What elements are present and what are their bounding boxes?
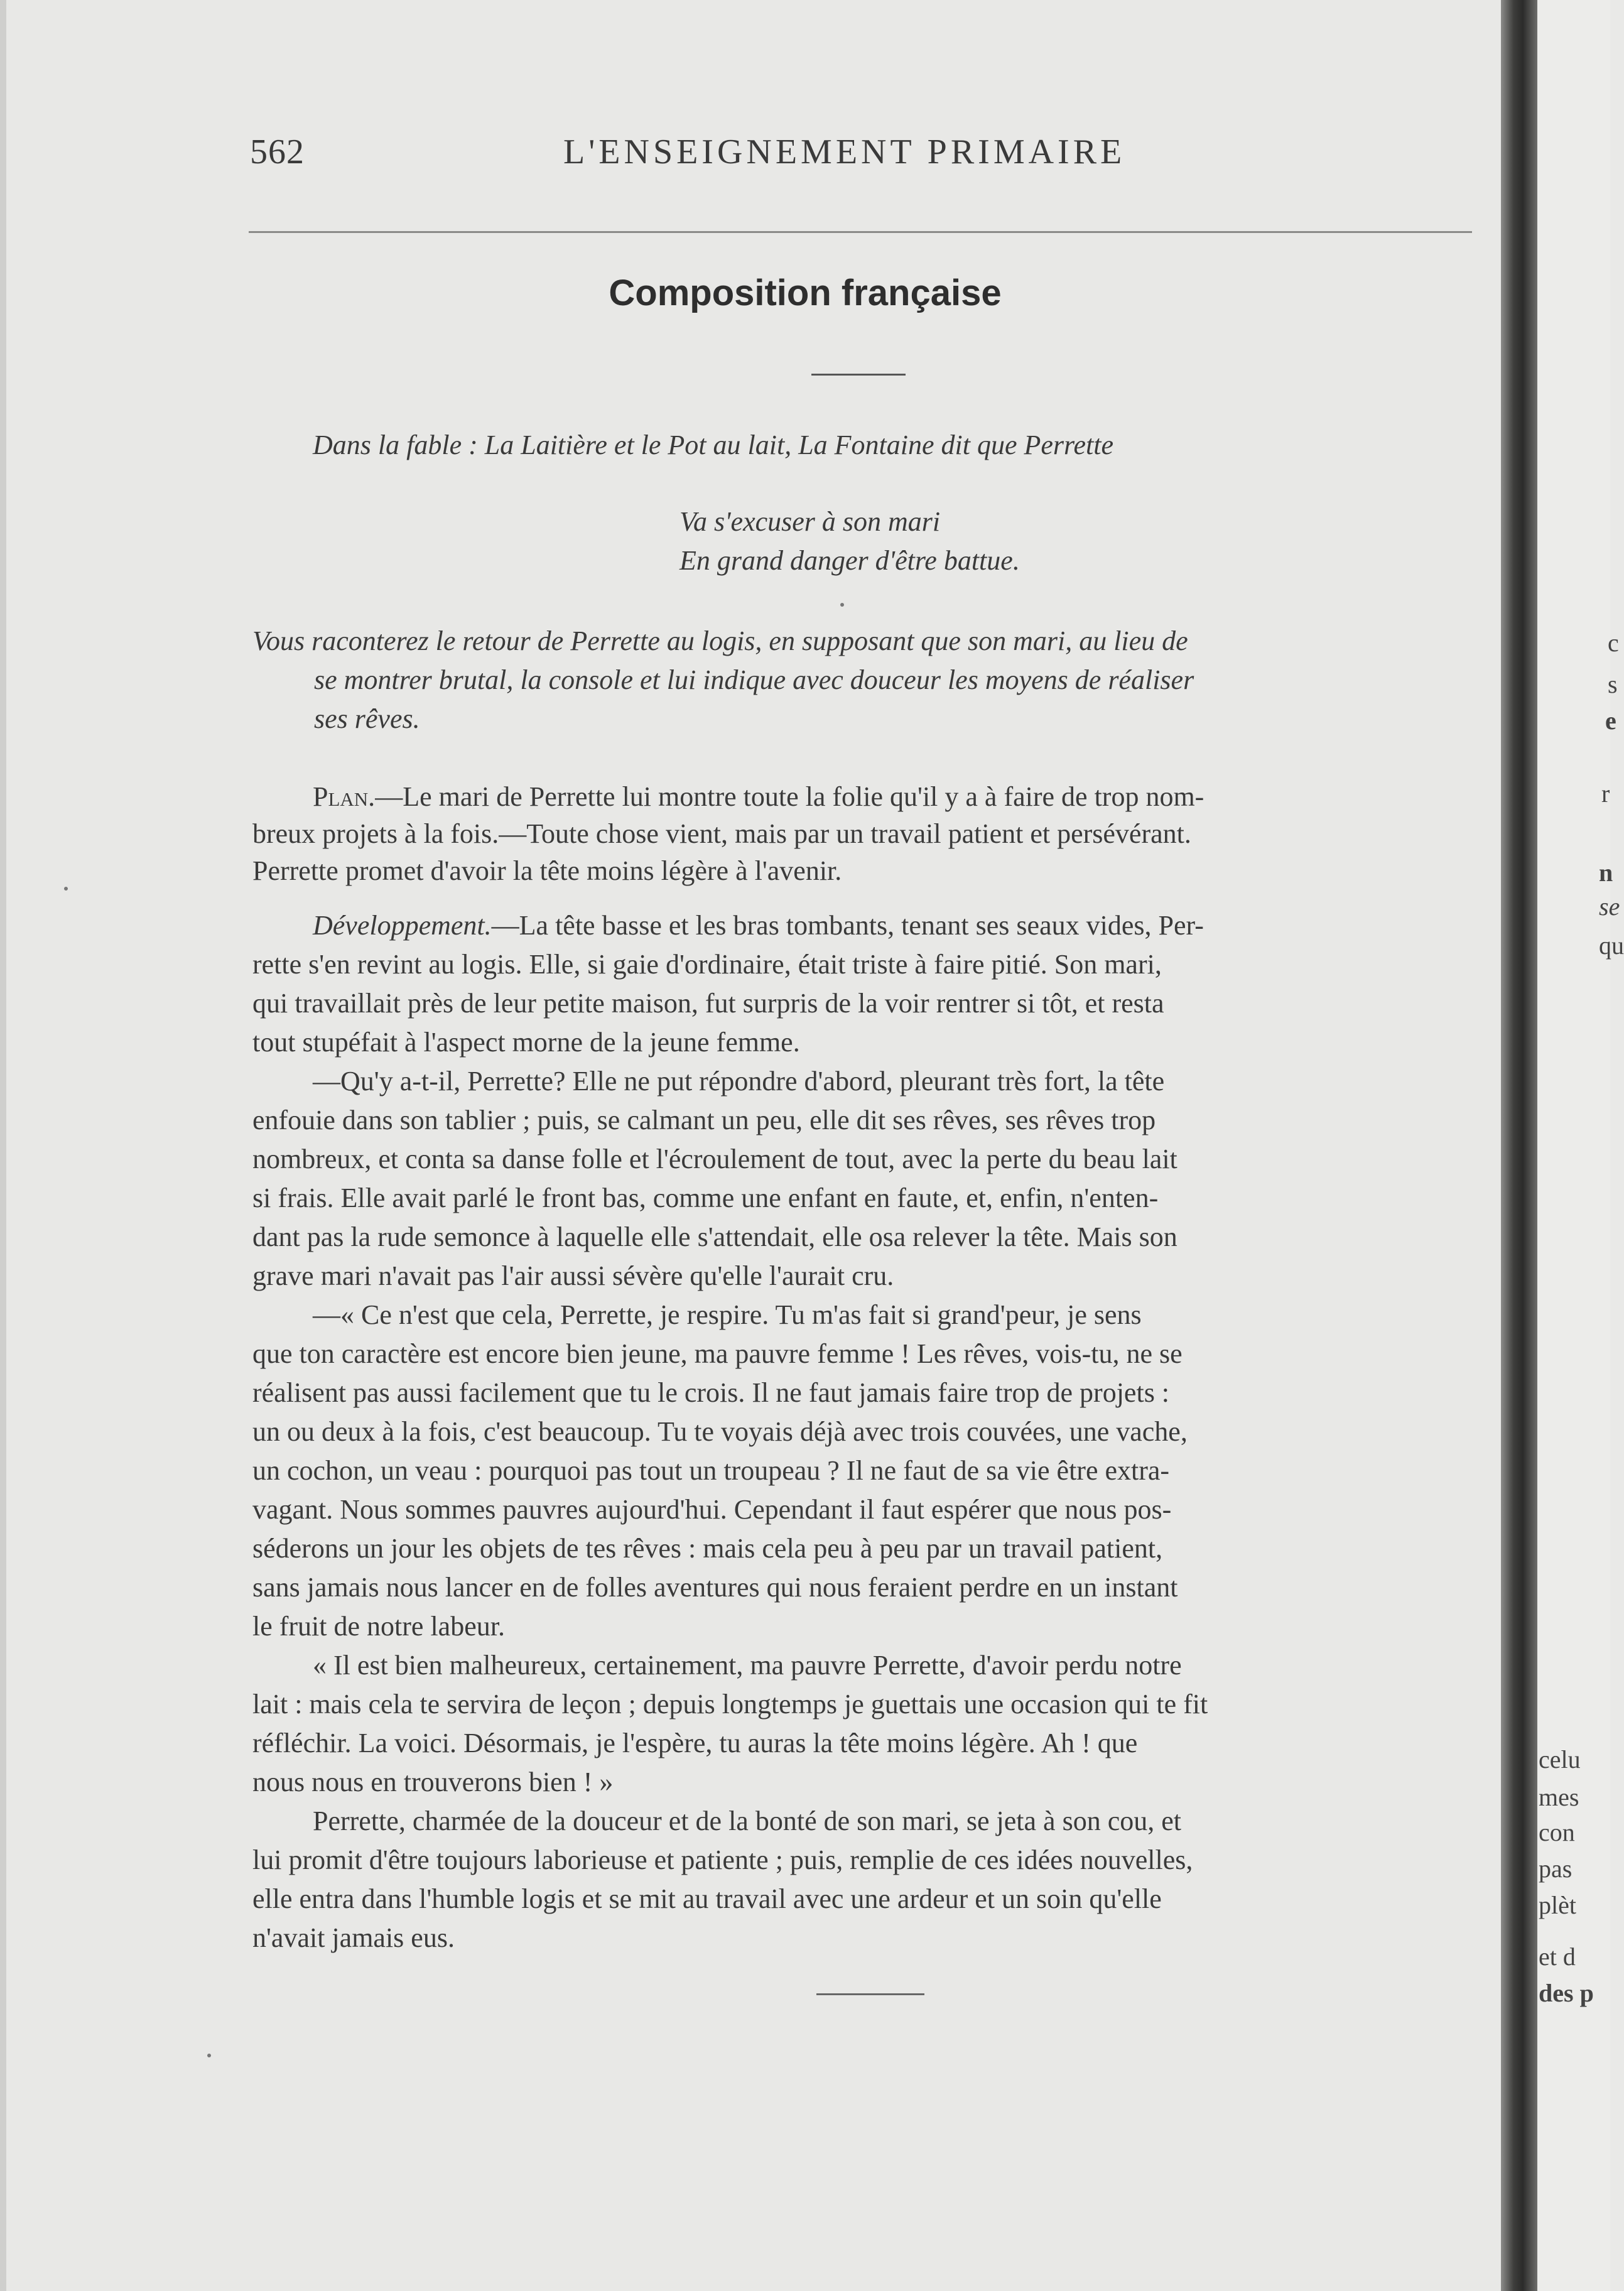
development-line: vagant. Nous sommes pauvres aujourd'hui. Cependant il faut espérer que nous pos-: [252, 1494, 1172, 1525]
development-label: Développement.: [313, 910, 492, 941]
development-line: lui promit d'être toujours laborieuse et patiente ; puis, remplie de ces idées nouvelles,: [252, 1844, 1193, 1875]
development-line: —« Ce n'est que cela, Perrette, je respire. Tu m'as fait si grand'peur, je sens: [313, 1299, 1142, 1330]
left-page-edge: [0, 0, 6, 2291]
development-line: nombreux, et conta sa danse folle et l'écroulement de tout, avec la perte du beau lait: [252, 1144, 1177, 1174]
prompt-verse-line: Va s'excuser à son mari: [679, 506, 941, 537]
plan-line: [313, 781, 1204, 813]
plan-line: Perrette promet d'avoir la tête moins légère à l'avenir.: [252, 855, 842, 886]
development-line: elle entra dans l'humble logis et se mit au travail avec une ardeur et un soin qu'elle: [252, 1883, 1162, 1914]
development-line: qui travaillait près de leur petite maison, fut surpris de la voir rentrer si tôt, et resta: [252, 988, 1164, 1019]
adjacent-page-fragment: s: [1608, 670, 1618, 698]
adjacent-page-fragment: qu: [1599, 931, 1624, 960]
plan-line: breux projets à la fois.—Toute chose vient, mais par un travail patient et persévérant.: [252, 818, 1191, 849]
development-line: tout stupéfait à l'aspect morne de la jeune femme.: [252, 1027, 800, 1058]
development-line: Perrette, charmée de la douceur et de la bonté de son mari, se jeta à son cou, et: [313, 1806, 1181, 1836]
speck: [840, 603, 844, 607]
development-line: sans jamais nous lancer en de folles aventures qui nous feraient perdre en un instant: [252, 1572, 1178, 1603]
development-line: n'avait jamais eus.: [252, 1922, 455, 1953]
closing-rule: [816, 1993, 924, 1995]
prompt-verse-line: En grand danger d'être battue.: [679, 545, 1020, 576]
speck: [64, 887, 68, 891]
development-line: « Il est bien malheureux, certainement, ma pauvre Perrette, d'avoir perdu notre: [313, 1650, 1182, 1681]
section-title: Composition française: [609, 273, 1002, 313]
adjacent-page-fragment: se: [1599, 892, 1620, 921]
prompt-task-line: Vous raconterez le retour de Perrette au logis, en supposant que son mari, au lieu de: [252, 626, 1188, 656]
adjacent-page-fragment: c: [1608, 629, 1619, 657]
development-line: lait : mais cela te servira de leçon ; depuis longtemps je guettais une occasion qui te fit: [252, 1689, 1208, 1720]
adjacent-page-fragment: con: [1539, 1818, 1575, 1846]
development-line: dant pas la rude semonce à laquelle elle s'attendait, elle osa relever la tête. Mais son: [252, 1221, 1177, 1252]
running-head: L'ENSEIGNEMENT PRIMAIRE: [563, 133, 1126, 171]
adjacent-page-fragment: pas: [1539, 1855, 1573, 1883]
header-rule: [249, 231, 1472, 233]
plan-label: Plan.: [313, 781, 376, 812]
adjacent-page-fragment: celu: [1539, 1745, 1581, 1774]
development-line: rette s'en revint au logis. Elle, si gaie d'ordinaire, était triste à faire pitié. Son mari,: [252, 949, 1162, 980]
development-line: un cochon, un veau : pourquoi pas tout un troupeau ? Il ne faut de sa vie être extra-: [252, 1455, 1170, 1486]
adjacent-page-fragment: e: [1605, 707, 1616, 735]
development-line: réfléchir. La voici. Désormais, je l'espère, tu auras la tête moins légère. Ah ! que: [252, 1728, 1138, 1758]
adjacent-page-fragment: des p: [1539, 1979, 1594, 2007]
prompt-intro: Dans la fable : La Laitière et le Pot au lait, La Fontaine dit que Perrette: [313, 430, 1114, 460]
development-line: réalisent pas aussi facilement que tu le crois. Il ne faut jamais faire trop de projets :: [252, 1377, 1170, 1408]
page-number: 562: [250, 133, 305, 171]
adjacent-page-fragment: et d: [1539, 1942, 1576, 1971]
development-line: [313, 909, 1204, 941]
development-line: séderons un jour les objets de tes rêves : mais cela peu à peu par un travail patient,: [252, 1533, 1163, 1564]
plan-text: —Le mari de Perrette lui montre toute la folie qu'il y a à faire de trop nom-: [375, 781, 1204, 812]
speck: [207, 2054, 211, 2057]
adjacent-page-edge: [1537, 0, 1624, 2291]
development-line: le fruit de notre labeur.: [252, 1611, 505, 1642]
development-line: —Qu'y a-t-il, Perrette? Elle ne put répondre d'abord, pleurant très fort, la tête: [313, 1066, 1165, 1097]
prompt-task-line: se montrer brutal, la console et lui indique avec douceur les moyens de réaliser: [314, 664, 1194, 695]
adjacent-page-fragment: plèt: [1539, 1891, 1576, 1919]
title-rule: [811, 374, 906, 376]
development-line: un ou deux à la fois, c'est beaucoup. Tu te voyais déjà avec trois couvées, une vache,: [252, 1416, 1188, 1447]
adjacent-page-fragment: mes: [1539, 1783, 1579, 1811]
development-line: que ton caractère est encore bien jeune, ma pauvre femme ! Les rêves, vois-tu, ne se: [252, 1338, 1183, 1369]
adjacent-page-fragment: r: [1601, 779, 1610, 808]
development-line: si frais. Elle avait parlé le front bas, comme une enfant en faute, et, enfin, n'enten-: [252, 1183, 1159, 1213]
prompt-task-line: ses rêves.: [314, 703, 420, 734]
development-line: enfouie dans son tablier ; puis, se calmant un peu, elle dit ses rêves, ses rêves trop: [252, 1105, 1156, 1135]
development-line: grave mari n'avait pas l'air aussi sévère qu'elle l'aurait cru.: [252, 1260, 894, 1291]
adjacent-page-fragment: n: [1599, 858, 1613, 887]
development-line: nous nous en trouverons bien ! »: [252, 1767, 614, 1797]
development-text: —La tête basse et les bras tombants, tenant ses seaux vides, Per-: [491, 910, 1204, 941]
book-gutter: [1501, 0, 1537, 2291]
